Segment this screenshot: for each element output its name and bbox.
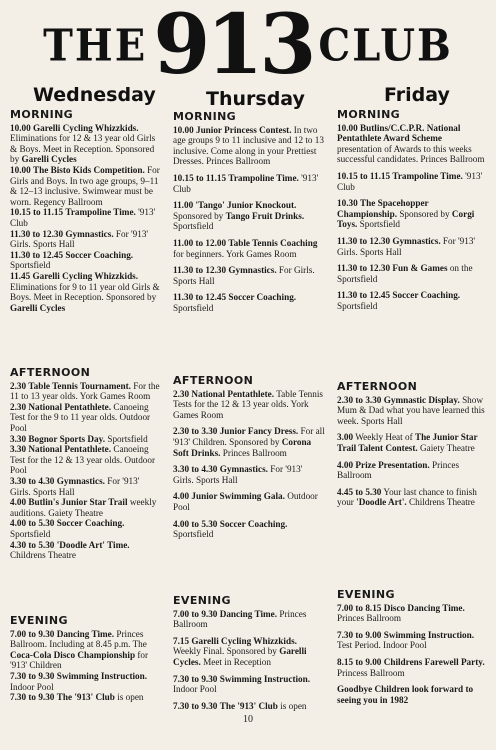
- entry-title: Soccer Coaching.: [219, 518, 288, 529]
- entry-title: 'Doodle Art' Time.: [56, 539, 130, 550]
- friday-afternoon: [337, 382, 487, 508]
- entry-body: Princes Ballroom: [337, 459, 460, 481]
- entry-title: Prize Presentation.: [355, 459, 430, 470]
- entry-title: Junior Princess Contest.: [195, 124, 292, 135]
- wednesday-afternoon: [10, 368, 160, 561]
- thursday-evening: [173, 596, 325, 711]
- entry-time: 10.00: [173, 124, 194, 135]
- entry-body: is open: [114, 692, 144, 703]
- entry-body: Sponsored by: [397, 208, 452, 219]
- entry-time: 10.15 to 11.15: [173, 172, 227, 183]
- schedule-entry: [173, 173, 325, 194]
- entry-sponsor: Corona Soft Drinks.: [173, 436, 312, 458]
- thursday-afternoon: [173, 376, 325, 540]
- entry-body: Sportsfield: [173, 529, 214, 540]
- friday-morning: [337, 110, 487, 312]
- entry-title: Swimming Instruction.: [56, 670, 148, 681]
- entry-time: 2.30 to 3.30: [337, 394, 382, 405]
- section-heading: MORNING: [10, 108, 74, 121]
- section-heading: AFTERNOON: [10, 366, 91, 379]
- entry-time: 7.30 to 9.30: [10, 692, 55, 703]
- entry-body: Eliminations for 12 & 13 year old Girls & Boys. Meet in Reception. Sponsored by: [10, 133, 156, 165]
- entry-time: 11.00: [173, 200, 194, 211]
- entry-title: Gymnastics.: [65, 228, 114, 239]
- entry-time: 8.15 to 9.00: [337, 656, 382, 667]
- header-the: THE: [43, 19, 148, 71]
- entry-body: is open: [277, 700, 307, 711]
- entry-body: For '913' Girls. Sports Hall: [337, 235, 476, 257]
- schedule-entry: [10, 381, 160, 402]
- entry-title: Trampoline Time.: [228, 172, 299, 183]
- entry-tail: Meet in Reception: [200, 656, 271, 667]
- entry-body: Table Tennis Tests for the 12 & 13 year olds. York Games Room: [173, 388, 323, 420]
- schedule-entry: [173, 636, 325, 668]
- entry-body: For all '913' Children. Sponsored by: [173, 426, 325, 447]
- schedule-entry: [10, 229, 160, 250]
- section-heading: MORNING: [337, 108, 401, 121]
- schedule-entry: [10, 692, 160, 703]
- section-heading: EVENING: [10, 614, 68, 627]
- entry-time: 11.30 to 12.30: [337, 263, 391, 274]
- schedule-entry: [10, 434, 160, 445]
- entry-time: 2.30: [10, 380, 27, 391]
- schedule-entry: [337, 603, 487, 624]
- schedule-entry: [337, 460, 487, 481]
- entry-body: Indoor Pool: [10, 681, 54, 692]
- goodbye-message: Goodbye Children look forward to seeing you in 1982: [337, 684, 474, 705]
- entry-time: 4.30 to 5.30: [10, 539, 55, 550]
- entry-title: Butlin's Junior Star Trail: [28, 497, 128, 508]
- schedule-entry: [10, 671, 160, 692]
- entry-time: 11.30 to 12.30: [337, 235, 391, 246]
- entry-time: 3.00: [337, 432, 354, 443]
- entry-time: 10.00: [10, 164, 31, 175]
- schedule-entry: [10, 250, 160, 271]
- section-heading: MORNING: [173, 110, 237, 123]
- entry-time: 7.15: [173, 635, 190, 646]
- entry-sponsor: Tango Fruit Drinks.: [225, 210, 305, 221]
- entry-time: 10.00: [10, 122, 31, 133]
- day-heading-thursday: Thursday: [206, 88, 305, 110]
- entry-title: Garelli Cycling Whizzkids.: [32, 270, 139, 281]
- entry-title: Gymnastics.: [228, 265, 277, 276]
- page-number: 10: [243, 714, 253, 725]
- schedule-entry: [10, 476, 160, 497]
- header-number: 913: [153, 0, 313, 93]
- entry-body: for beginners. York Games Room: [173, 248, 297, 259]
- entry-title: Soccer Coaching.: [56, 518, 125, 529]
- entry-time: 2.30: [173, 388, 190, 399]
- entry-title: Dancing Time.: [56, 628, 115, 639]
- schedule-entry: [10, 165, 160, 207]
- entry-body: Show Mum & Dad what you have learned this week. Sports Hall: [337, 394, 485, 426]
- entry-title: Childrens Farewell Party.: [383, 656, 485, 667]
- entry-time: 10.15 to 11.15: [10, 207, 64, 218]
- schedule-entry: [337, 290, 487, 311]
- entry-title: National Pentathlete.: [28, 444, 112, 455]
- schedule-entry: [10, 444, 160, 476]
- entry-sponsor: Corgi Toys.: [337, 208, 475, 230]
- entry-time: 11.30 to 12.30: [173, 265, 227, 276]
- entry-time: 3.30 to 4.30: [173, 464, 218, 475]
- schedule-entry: [173, 519, 325, 540]
- schedule-entry: [337, 395, 487, 427]
- schedule-entry: [337, 171, 487, 192]
- entry-time: 10.15 to 11.15: [337, 170, 391, 181]
- schedule-entry: [173, 674, 325, 695]
- entry-time: 3.30: [10, 433, 27, 444]
- entry-body: Sportsfield: [10, 528, 51, 539]
- entry-body: presentation of Awards to this weeks successful candidates. Princes Ballroom: [337, 143, 485, 165]
- entry-body: on the Sportsfield: [337, 263, 473, 284]
- entry-body: For '913' Girls. Sports Hall: [173, 464, 303, 485]
- entry-body: Outdoor Pool: [173, 491, 318, 512]
- header-club: CLUB: [318, 19, 453, 71]
- entry-title: Gymnastics.: [392, 235, 441, 246]
- entry-body: Sponsored by: [173, 210, 226, 221]
- entry-body: For Girls. Sports Hall: [173, 265, 315, 286]
- schedule-entry: [173, 125, 325, 167]
- entry-title: Disco Dancing Time.: [383, 602, 465, 613]
- entry-title: The '913' Club: [56, 692, 115, 703]
- schedule-entry: [173, 426, 325, 458]
- entry-title: Butlins/C.C.P.R. National Pentathlete Award Scheme: [337, 122, 461, 144]
- entry-time: 11.00 to 12.00: [173, 237, 227, 248]
- entry-time: 3.30: [10, 444, 27, 455]
- entry-title: The Spacehopper Championship.: [337, 198, 429, 219]
- entry-tail: Gaiety Theatre: [417, 442, 475, 453]
- entry-body: Childrens Theatre: [10, 550, 76, 561]
- entry-title: Gymnastics.: [219, 464, 268, 475]
- schedule-entry: [10, 518, 160, 539]
- entry-title: Swimming Instruction.: [219, 673, 311, 684]
- entry-title: Soccer Coaching.: [228, 292, 297, 303]
- entry-title: Bognor Sports Day.: [28, 433, 106, 444]
- wednesday-morning: [10, 110, 160, 313]
- entry-title: Dancing Time.: [219, 608, 278, 619]
- entry-body: Canoeing Test for the 9 to 11 year olds. Outdoor Pool: [10, 401, 151, 433]
- entry-title: Fun & Games: [392, 263, 448, 274]
- schedule-entry: [173, 200, 325, 232]
- schedule-entry: [173, 292, 325, 313]
- entry-title: Junior Fancy Dress.: [219, 426, 299, 437]
- schedule-entry: [337, 630, 487, 651]
- entry-title: Table Tennis Coaching: [228, 237, 318, 248]
- entry-body: Eliminations for 9 to 11 year old Girls & Boys. Meet in Reception. Sponsored by: [10, 281, 160, 303]
- entry-body: Sportsfield: [105, 433, 148, 444]
- entry-time: 11.30 to 12.45: [173, 292, 227, 303]
- section-heading: EVENING: [337, 588, 395, 601]
- entry-time: 10.00: [337, 122, 358, 133]
- entry-sponsor: Garelli Cycles.: [173, 646, 307, 667]
- entry-time: 4.00 to 5.30: [173, 518, 218, 529]
- entry-title: Garelli Cycling Whizzkids.: [32, 122, 139, 133]
- entry-body: For '913' Girls. Sports Hall: [10, 475, 140, 497]
- entry-title: Gymnastic Display.: [383, 394, 460, 405]
- schedule-entry: [10, 497, 160, 518]
- entry-time: 11.30 to 12.30: [10, 228, 64, 239]
- entry-sponsor: Garelli Cycles: [10, 302, 66, 313]
- entry-tail: Sportsfield: [173, 221, 214, 232]
- entry-time: 4.00: [173, 491, 190, 502]
- entry-time: 7.00 to 9.30: [173, 608, 218, 619]
- schedule-entry: [173, 389, 325, 421]
- entry-title: National Pentathlete.: [28, 401, 112, 412]
- entry-body: Indoor Pool: [173, 684, 217, 695]
- entry-body: Test Period. Indoor Pool: [337, 640, 427, 651]
- entry-tail: Sportsfield: [357, 219, 400, 230]
- entry-time: 11.30 to 12.45: [10, 249, 64, 260]
- schedule-entry: [173, 609, 325, 630]
- schedule-entry: [10, 123, 160, 165]
- entry-time: 7.00 to 9.30: [10, 628, 55, 639]
- schedule-entry: [10, 540, 160, 561]
- entry-title: Garelli Cycling Whizzkids.: [191, 635, 297, 646]
- schedule-entry: [337, 263, 487, 284]
- entry-title: The Bisto Kids Competition.: [32, 164, 145, 175]
- entry-body: Princess Ballroom: [337, 667, 405, 678]
- entry-title: Gymnastics.: [56, 475, 105, 486]
- entry-time: 11.45: [10, 270, 31, 281]
- entry-sponsor: 'Doodle Art'.: [356, 497, 407, 508]
- entry-body: Sportsfield: [173, 302, 214, 313]
- entry-body: Weekly Heat of: [355, 432, 415, 443]
- entry-body: For the 11 to 13 year olds. York Games Room: [10, 380, 160, 402]
- entry-body: For '913' Girls. Sports Hall: [10, 228, 149, 250]
- entry-body: weekly auditions. Gaiety Theatre: [10, 497, 157, 518]
- friday-evening: [337, 590, 487, 705]
- entry-tail: Childrens Theatre: [406, 497, 475, 508]
- schedule-entry: [10, 402, 160, 434]
- schedule-entry: [173, 491, 325, 512]
- entry-time: 11.30 to 12.45: [337, 290, 391, 301]
- entry-sponsor: The Junior Star Trail Talent Contest.: [337, 432, 478, 453]
- schedule-entry: [173, 701, 325, 712]
- entry-time: 2.30 to 3.30: [173, 426, 218, 437]
- schedule-entry: [173, 265, 325, 286]
- thursday-morning: [173, 112, 325, 314]
- schedule-entry: [173, 238, 325, 259]
- schedule-entry: [337, 657, 487, 678]
- entry-body: For Girls and Boys. In two age groups, 9–11 & 12–13 inclusive. Swimwear must be worn. Regency Ballroom: [10, 164, 160, 207]
- entry-title: Soccer Coaching.: [65, 249, 134, 260]
- entry-body: In two age groups 9 to 11 inclusive and 12 to 13 inclusive. Come along in your Prettiest Dresses. Princes Ballroom: [173, 124, 324, 167]
- entry-body: Sportsfield: [337, 300, 378, 311]
- entry-time: 7.30 to 9.30: [173, 673, 218, 684]
- entry-time: 3.30 to 4.30: [10, 475, 55, 486]
- wednesday-evening: [10, 616, 160, 703]
- entry-title: The '913' Club: [219, 700, 278, 711]
- page-header: [0, 0, 496, 93]
- entry-title: Trampoline Time.: [392, 170, 463, 181]
- entry-body: '913' Club: [10, 207, 156, 228]
- schedule-entry: [173, 464, 325, 485]
- section-heading: AFTERNOON: [173, 374, 254, 387]
- entry-body: Princes Ballroom. Including at 8.45 p.m. The: [10, 628, 147, 650]
- entry-time: 2.30: [10, 401, 27, 412]
- entry-title: 'Tango' Junior Knockout.: [195, 200, 297, 211]
- section-heading: EVENING: [173, 594, 231, 607]
- schedule-entry: [10, 207, 160, 228]
- entry-tail: for '913' Children: [10, 649, 149, 671]
- entry-body: Canoeing Test for the 12 & 13 year olds. Outdoor Pool: [10, 444, 156, 476]
- entry-time: 4.00 to 5.30: [10, 518, 55, 529]
- entry-time: 4.00: [10, 497, 27, 508]
- entry-title: Trampoline Time.: [65, 207, 136, 218]
- entry-body: '913' Club: [173, 172, 319, 194]
- schedule-entry: [337, 198, 487, 230]
- entry-title: National Pentathlete.: [191, 388, 275, 399]
- entry-title: Table Tennis Tournament.: [28, 380, 131, 391]
- entry-time: 7.00 to 8.15: [337, 602, 382, 613]
- entry-body: Princes Ballroom: [173, 608, 307, 630]
- schedule-entry: [10, 629, 160, 671]
- entry-time: 7.30 to 9.00: [337, 629, 382, 640]
- section-heading: AFTERNOON: [337, 380, 418, 393]
- entry-tail: Princes Ballroom: [220, 447, 287, 458]
- entry-time: 4.00: [337, 459, 354, 470]
- day-heading-wednesday: Wednesday: [33, 84, 156, 106]
- entry-title: Swimming Instruction.: [383, 629, 475, 640]
- entry-time: 7.30 to 9.30: [10, 670, 55, 681]
- entry-body: Weekly Final. Sponsored by: [173, 646, 280, 657]
- schedule-entry: [337, 123, 487, 165]
- entry-body: Princes Ballroom: [337, 613, 402, 624]
- entry-title: Soccer Coaching.: [392, 290, 461, 301]
- schedule-entry: [10, 271, 160, 313]
- entry-body: '913' Club: [337, 170, 483, 192]
- day-heading-friday: Friday: [384, 84, 450, 106]
- schedule-entry: [337, 432, 487, 453]
- entry-time: 4.45 to 5.30: [337, 486, 382, 497]
- entry-time: 7.30 to 9.30: [173, 700, 218, 711]
- entry-title: Junior Swimming Gala.: [191, 491, 285, 502]
- entry-body: Your last chance to finish your: [337, 486, 477, 508]
- schedule-entry: [337, 487, 487, 508]
- schedule-entry: [337, 236, 487, 257]
- entry-body: Sportsfield: [10, 260, 51, 271]
- entry-sponsor: Garelli Cycles: [21, 154, 77, 165]
- entry-sponsor: Coca-Cola Disco Championship: [10, 649, 136, 660]
- entry-time: 10.30: [337, 198, 358, 209]
